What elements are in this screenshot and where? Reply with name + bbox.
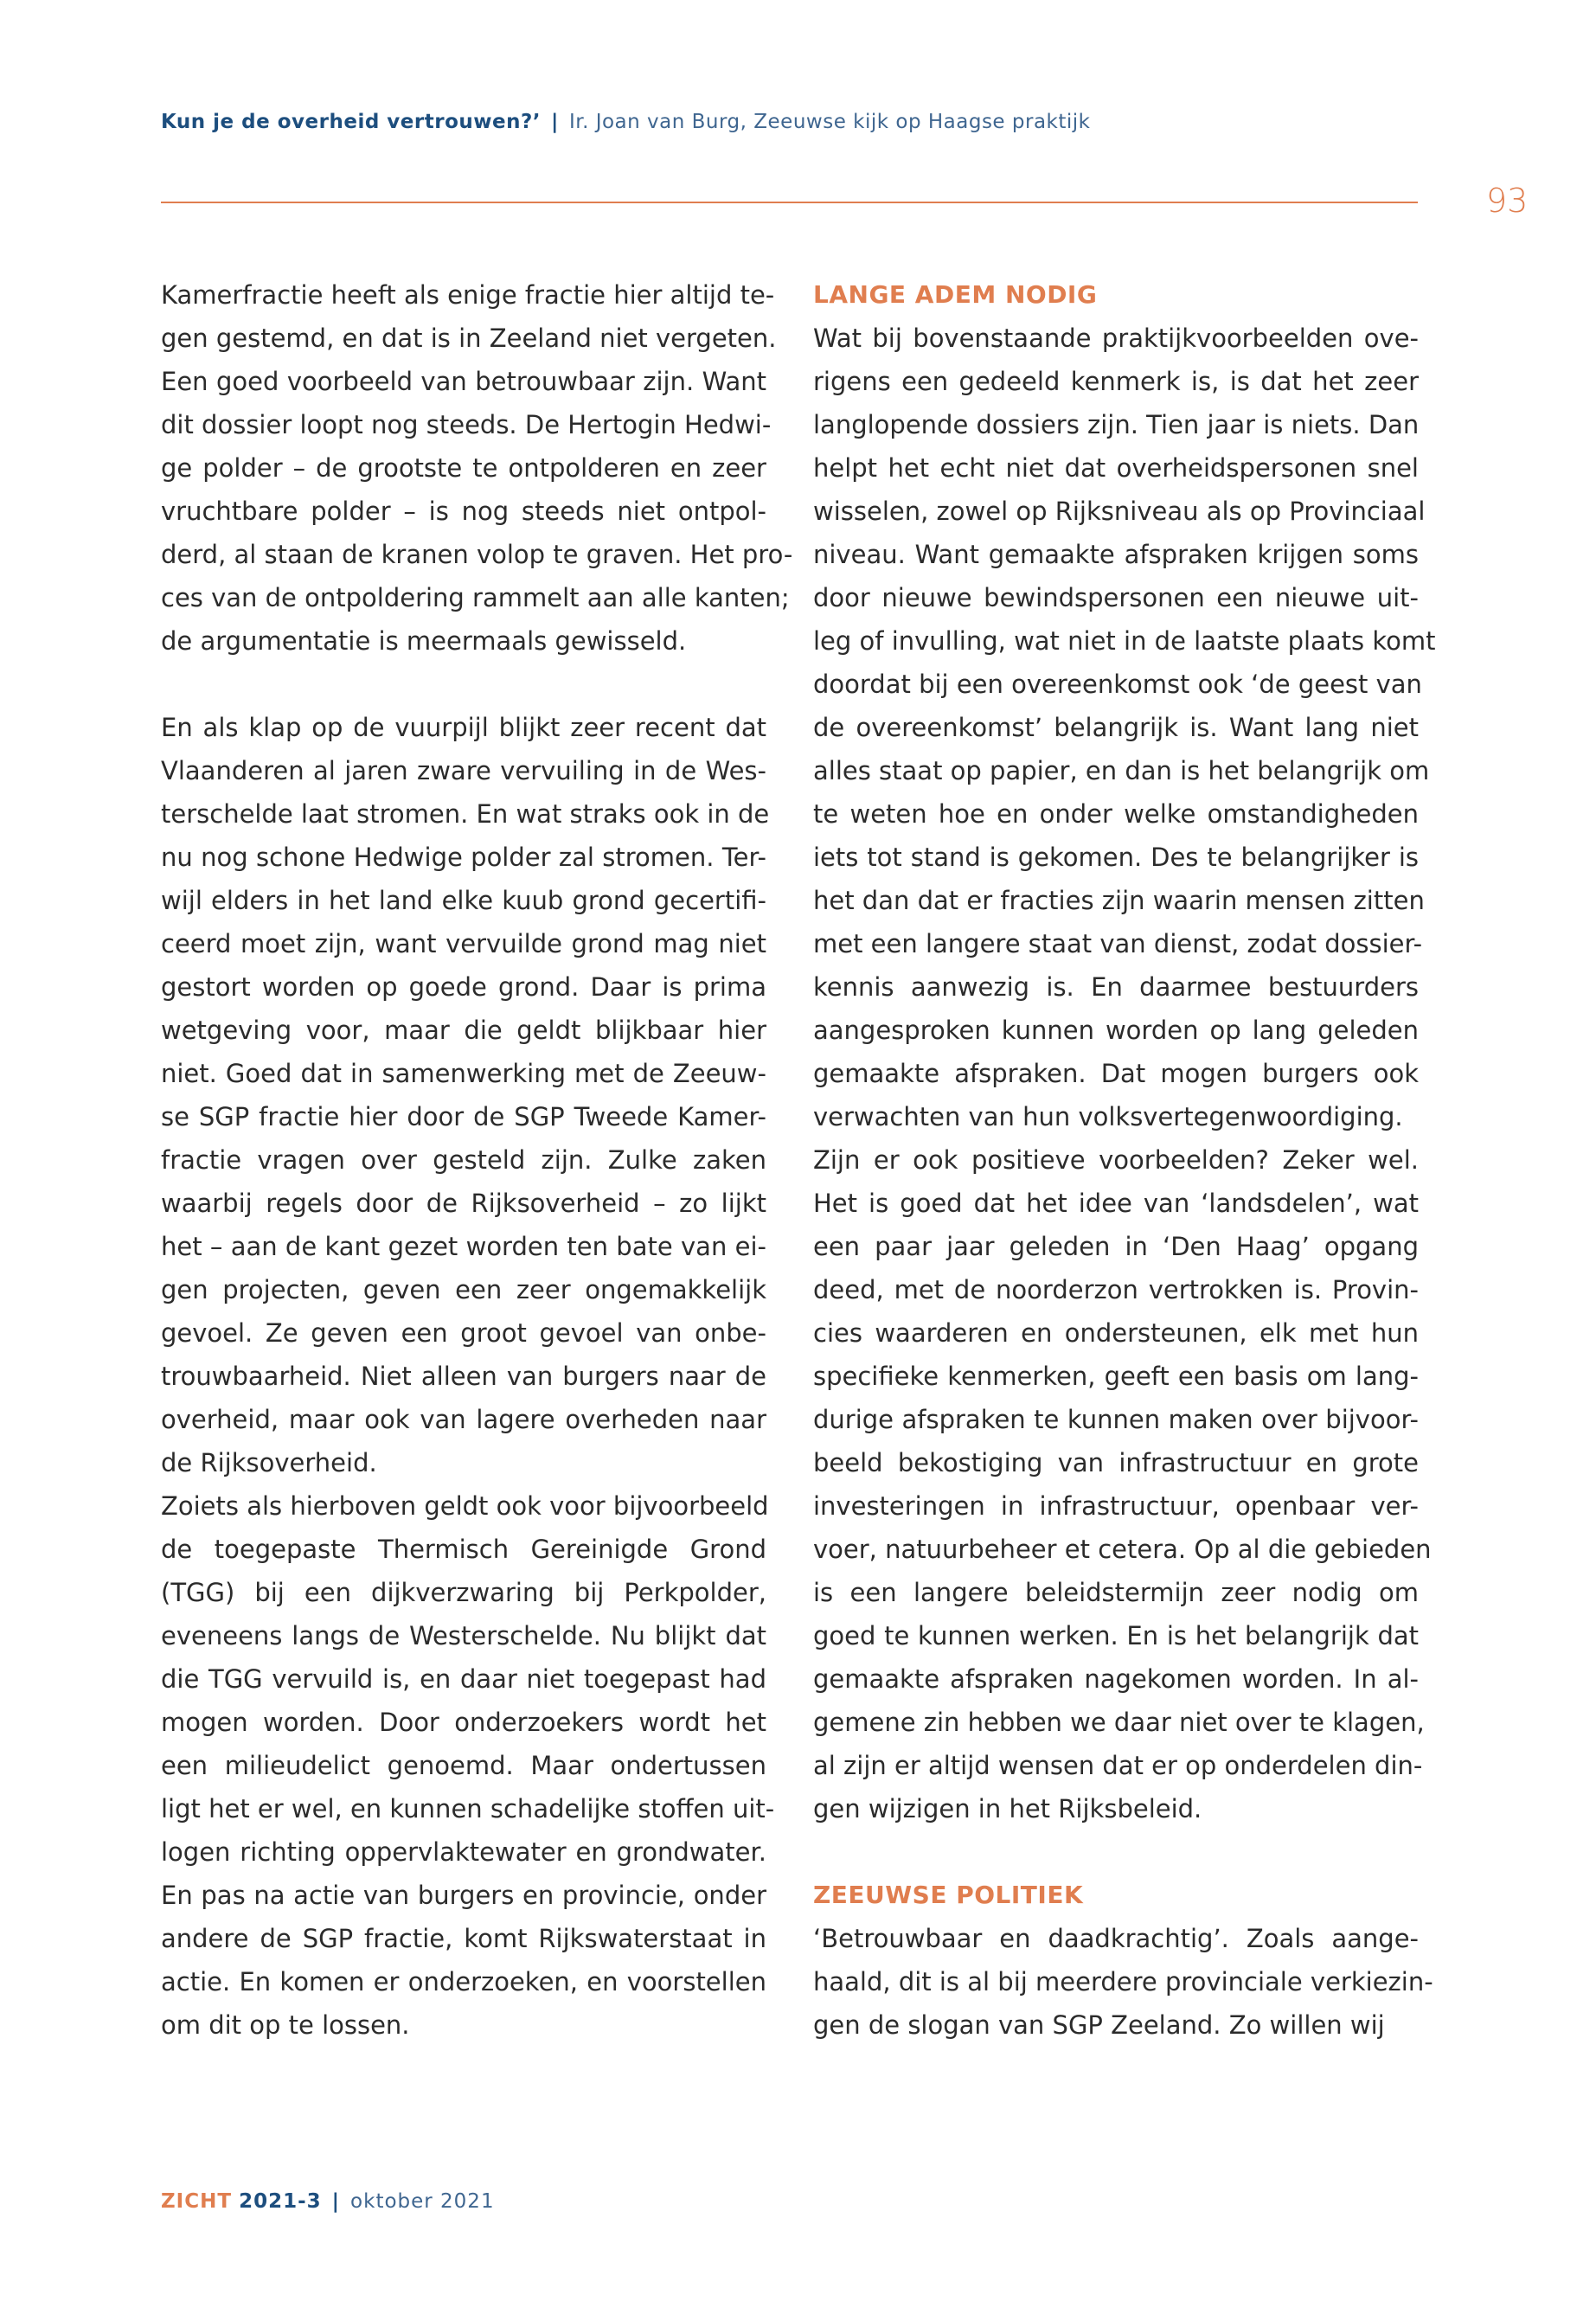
text-line: Het is goed dat het idee van ‘landsdelen’, wat <box>813 1189 1419 1218</box>
text-line: de overeenkomst’ belangrijk is. Want lang niet <box>813 713 1419 742</box>
text-line: Vlaanderen al jaren zware vervuiling in de Wes- <box>161 756 766 785</box>
right-column-section-1 <box>813 317 1436 1830</box>
text-line: ceerd moet zijn, want vervuilde grond mag niet <box>161 929 766 958</box>
footer-separator: | <box>331 2190 341 2213</box>
running-header <box>161 111 1090 133</box>
right-column-section-2 <box>813 1917 1433 2047</box>
text-line: kennis aanwezig is. En daarmee bestuurders <box>813 972 1419 1002</box>
text-line: andere de SGP fractie, komt Rijkswaterstaat in <box>161 1924 766 1953</box>
text-line: verwachten van hun volksvertegenwoordiging. <box>813 1102 1403 1131</box>
header-rule <box>161 202 1418 203</box>
text-line: trouwbaarheid. Niet alleen van burgers naar de <box>161 1362 766 1391</box>
left-column <box>161 273 793 2047</box>
text-line: niet. Goed dat in samenwerking met de Zeeuw- <box>161 1059 766 1088</box>
header-author: Ir. Joan van Burg, Zeeuwse kijk op Haagse praktijk <box>568 111 1091 133</box>
text-line: vruchtbare polder – is nog steeds niet ontpol- <box>161 497 766 526</box>
text-line: Kamerfractie heeft als enige fractie hier altijd te- <box>161 280 775 310</box>
page-number: 93 <box>1486 182 1529 220</box>
text-line: doordat bij een overeenkomst ook ‘de geest van <box>813 670 1422 699</box>
paragraph-gap <box>813 1830 1419 1874</box>
text-line: Een goed voorbeeld van betrouwbaar zijn. Want <box>161 367 766 396</box>
text-line: waarbij regels door de Rijksoverheid – zo lijkt <box>161 1189 766 1218</box>
text-line: fractie vragen over gesteld zijn. Zulke zaken <box>161 1145 766 1175</box>
text-line: ‘Betrouwbaar en daadkrachtig’. Zoals aange- <box>813 1924 1419 1953</box>
text-line: die TGG vervuild is, en daar niet toegepast had <box>161 1664 766 1694</box>
text-line: gevoel. Ze geven een groot gevoel van onbe- <box>161 1318 766 1348</box>
text-line: derd, al staan de kranen volop te graven. Het pro- <box>161 540 793 569</box>
text-line: gen wijzigen in het Rijksbeleid. <box>813 1794 1202 1823</box>
text-line: nu nog schone Hedwige polder zal stromen. Ter- <box>161 843 766 872</box>
text-line: langlopende dossiers zijn. Tien jaar is niets. Dan <box>813 410 1420 439</box>
text-line: dit dossier loopt nog steeds. De Hertogin Hedwi- <box>161 410 772 439</box>
text-line: het dan dat er fracties zijn waarin mensen zitten <box>813 886 1425 915</box>
text-line: logen richting oppervlaktewater en grondwater. <box>161 1837 766 1867</box>
text-line: de Rijksoverheid. <box>161 1448 377 1477</box>
footer-issue: 2021-3 <box>239 2190 322 2213</box>
text-line: een milieudelict genoemd. Maar ondertussen <box>161 1751 766 1780</box>
right-column <box>813 273 1436 2047</box>
header-title: Kun je de overheid vertrouwen?’ <box>161 111 542 133</box>
text-line: niveau. Want gemaakte afspraken krijgen soms <box>813 540 1419 569</box>
text-line: een paar jaar geleden in ‘Den Haag’ opgang <box>813 1232 1419 1261</box>
text-line: actie. En komen er onderzoeken, en voorstellen <box>161 1967 766 1997</box>
text-line: leg of invulling, wat niet in de laatste plaats komt <box>813 626 1436 656</box>
text-line: overheid, maar ook van lagere overheden naar <box>161 1405 766 1434</box>
header-separator: | <box>551 111 559 133</box>
text-line: iets tot stand is gekomen. Des te belangrijker is <box>813 843 1419 872</box>
text-line: aangesproken kunnen worden op lang geleden <box>813 1016 1419 1045</box>
text-line: wijl elders in het land elke kuub grond gecertifi- <box>161 886 766 915</box>
text-line: gemaakte afspraken. Dat mogen burgers ook <box>813 1059 1419 1088</box>
text-line: gen projecten, geven een zeer ongemakkelijk <box>161 1275 766 1304</box>
text-line: ces van de ontpoldering rammelt aan alle kanten; <box>161 583 790 612</box>
text-line: haald, dit is al bij meerdere provinciale verkiezin- <box>813 1967 1433 1997</box>
text-line: Zoiets als hierboven geldt ook voor bijvoorbeeld <box>161 1491 769 1521</box>
text-line: gemene zin hebben we daar niet over te klagen, <box>813 1708 1425 1737</box>
text-line: specifieke kenmerken, geeft een basis om lang- <box>813 1362 1419 1391</box>
text-line: terschelde laat stromen. En wat straks ook in de <box>161 799 770 829</box>
text-line: En als klap op de vuurpijl blijkt zeer recent dat <box>161 713 766 742</box>
text-line: Wat bij bovenstaande praktijkvoorbeelden ove- <box>813 324 1419 353</box>
text-line: om dit op te lossen. <box>161 2010 410 2040</box>
text-line: al zijn er altijd wensen dat er op onderdelen din- <box>813 1751 1423 1780</box>
text-line: de argumentatie is meermaals gewisseld. <box>161 626 687 656</box>
footer-magazine: ZICHT <box>161 2190 233 2213</box>
text-line: met een langere staat van dienst, zodat dossier- <box>813 929 1423 958</box>
paragraph-gap <box>161 663 766 706</box>
section-heading-zeeuwse-politiek: ZEEUWSE POLITIEK <box>813 1881 1084 1909</box>
text-line: wisselen, zowel op Rijksniveau als op Provinciaal <box>813 497 1426 526</box>
text-line: gemaakte afspraken nagekomen worden. In al- <box>813 1664 1419 1694</box>
text-line: te weten hoe en onder welke omstandigheden <box>813 799 1419 829</box>
running-footer <box>161 2190 495 2213</box>
text-line: alles staat op papier, en dan is het belangrijk om <box>813 756 1430 785</box>
text-line: cies waarderen en ondersteunen, elk met hun <box>813 1318 1419 1348</box>
text-line: mogen worden. Door onderzoekers wordt het <box>161 1708 766 1737</box>
text-line: het – aan de kant gezet worden ten bate van ei- <box>161 1232 766 1261</box>
text-line: deed, met de noorderzon vertrokken is. Provin- <box>813 1275 1419 1304</box>
text-line: wetgeving voor, maar die geldt blijkbaar hier <box>161 1016 766 1045</box>
section-heading-lange-adem-nodig: LANGE ADEM NODIG <box>813 280 1098 309</box>
text-line: ge polder – de grootste te ontpolderen en zeer <box>161 453 766 483</box>
text-line: investeringen in infrastructuur, openbaar ver- <box>813 1491 1419 1521</box>
text-line: durige afspraken te kunnen maken over bijvoor- <box>813 1405 1419 1434</box>
text-line: gen gestemd, en dat is in Zeeland niet vergeten. <box>161 324 777 353</box>
text-line: voer, natuurbeheer et cetera. Op al die gebieden <box>813 1535 1432 1564</box>
text-line: de toegepaste Thermisch Gereinigde Grond <box>161 1535 766 1564</box>
text-line: door nieuwe bewindspersonen een nieuwe uit- <box>813 583 1419 612</box>
text-line: is een langere beleidstermijn zeer nodig om <box>813 1578 1419 1607</box>
text-line: helpt het echt niet dat overheidspersonen snel <box>813 453 1419 483</box>
text-line: gen de slogan van SGP Zeeland. Zo willen wij <box>813 2010 1385 2040</box>
text-line: eveneens langs de Westerschelde. Nu blijkt dat <box>161 1621 766 1650</box>
text-line: Zijn er ook positieve voorbeelden? Zeker wel. <box>813 1145 1419 1175</box>
text-line: rigens een gedeeld kenmerk is, is dat het zeer <box>813 367 1419 396</box>
footer-date: oktober 2021 <box>350 2190 495 2213</box>
text-line: gestort worden op goede grond. Daar is prima <box>161 972 766 1002</box>
text-line: En pas na actie van burgers en provincie, onder <box>161 1881 766 1910</box>
text-line: goed te kunnen werken. En is het belangrijk dat <box>813 1621 1419 1650</box>
text-line: se SGP fractie hier door de SGP Tweede Kamer- <box>161 1102 766 1131</box>
text-line: beeld bekostiging van infrastructuur en grote <box>813 1448 1419 1477</box>
text-line: (TGG) bij een dijkverzwaring bij Perkpolder, <box>161 1578 766 1607</box>
text-line: ligt het er wel, en kunnen schadelijke stoffen uit- <box>161 1794 775 1823</box>
